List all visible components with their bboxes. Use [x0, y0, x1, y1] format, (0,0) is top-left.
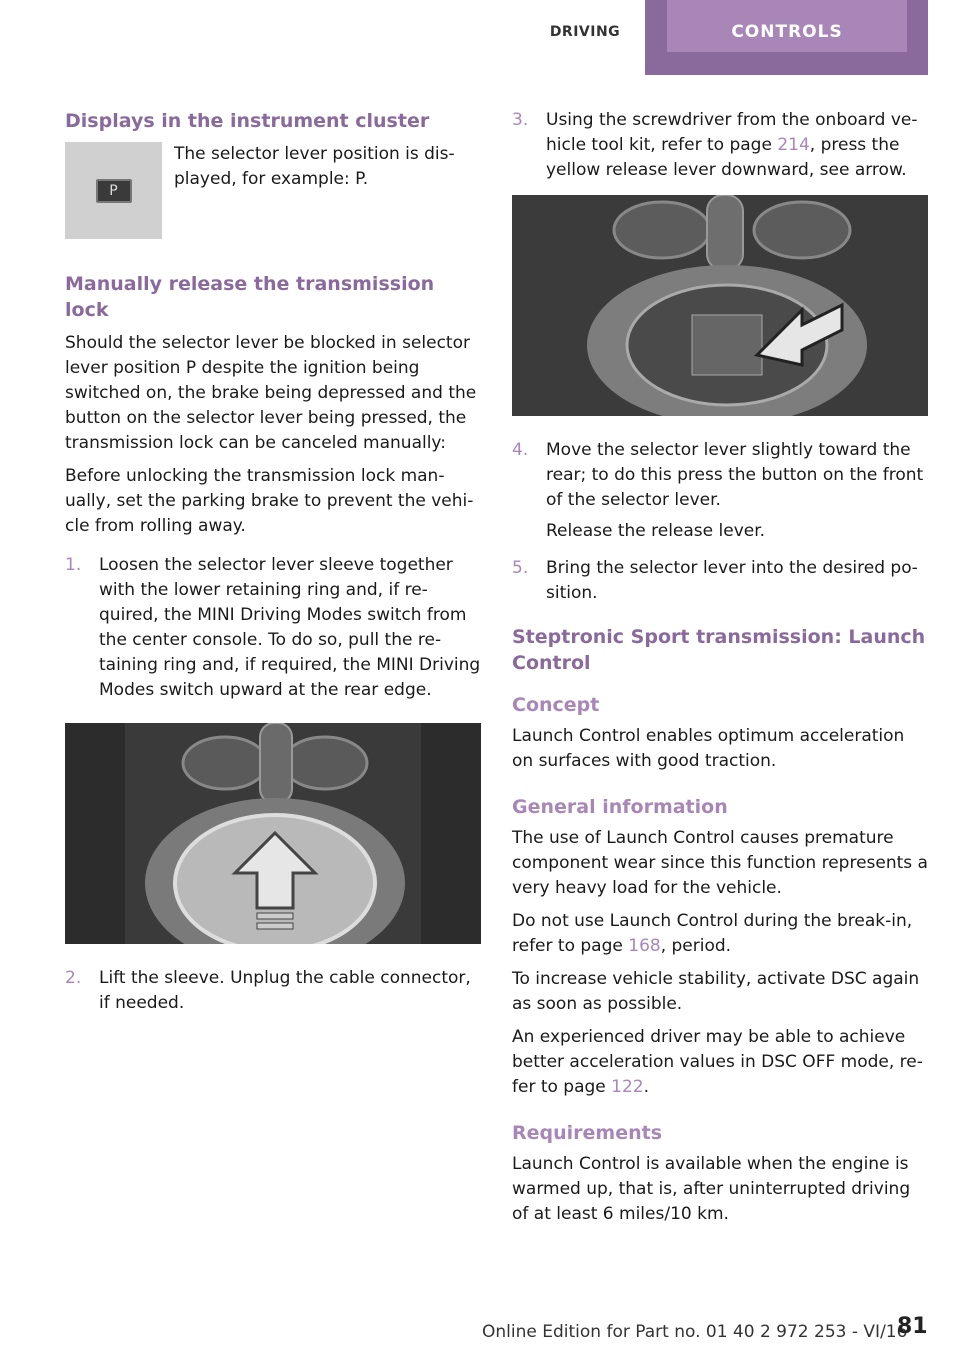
step-number: 4. — [512, 440, 529, 460]
sleeve-photo — [65, 723, 481, 944]
general-p1: The use of Launch Control causes premature component wear since this function represents a very heavy load for the vehicle. — [512, 828, 928, 898]
right-column — [512, 108, 928, 1247]
displays-block — [65, 142, 481, 239]
concept-heading: Concept — [512, 694, 600, 716]
step-text: Lift the sleeve. Unplug the cable connector, if needed. — [99, 968, 471, 1013]
footer-edition: Online Edition for Part no. 01 40 2 972 253 - VI/16 — [482, 1322, 908, 1342]
displays-heading: Displays in the instrument cluster — [65, 110, 430, 132]
release-heading: Manually release the transmission lock — [65, 273, 435, 321]
step3-text: Using the screwdriver from the onboard vehicle tool kit, refer to page — [546, 110, 918, 155]
displays-text: The selector lever position is displayed, for example: P. — [174, 144, 455, 189]
cluster-display-image — [65, 142, 162, 239]
header-section: DRIVING — [549, 24, 621, 40]
requirements-heading: Requirements — [512, 1122, 663, 1144]
general-p3: To increase vehicle stability, activate DSC again as soon as possible. — [512, 969, 920, 1014]
step3-text-end: , press the yellow release lever downward, see arrow. — [546, 135, 907, 180]
general-p4-text: An experienced driver may be able to achieve better acceleration values in DSC OFF mode, refer to page — [512, 1027, 923, 1097]
release-lever-photo — [512, 195, 928, 416]
step4-text: Move the selector lever slightly toward the rear; to do this press the button on the front of the selector lever. — [546, 440, 924, 510]
launch-heading: Steptronic Sport transmission: Launch Control — [512, 626, 926, 674]
step-item-3 — [512, 108, 928, 183]
general-section — [512, 794, 928, 1100]
step-text: Bring the selector lever into the desired position. — [546, 558, 918, 603]
general-p2-text: Do not use Launch Control during the break-in, refer to page — [512, 911, 913, 956]
left-column — [65, 108, 481, 1028]
general-p4 — [512, 1025, 928, 1100]
step-item-1 — [65, 553, 481, 703]
step4-sub: Release the release lever. — [546, 521, 766, 541]
step-body — [546, 438, 928, 550]
concept-text: Launch Control enables optimum acceleration on surfaces with good traction. — [512, 726, 905, 771]
step-number: 5. — [512, 558, 529, 578]
steps-list-right-2 — [512, 438, 928, 606]
general-p2 — [512, 909, 928, 959]
header-tab — [645, 0, 928, 75]
concept-section — [512, 692, 928, 774]
steps-list-left-2 — [65, 966, 481, 1016]
p-position-badge: P — [96, 179, 132, 203]
steps-list-left — [65, 553, 481, 703]
page-number: 81 — [897, 1314, 928, 1339]
release-p1: Should the selector lever be blocked in selector lever position P despite the ignition being switched on, the brake being depressed and the button on the selector lever being pressed, the transmission lock can be canceled manually: — [65, 333, 477, 453]
release-p2: Before unlocking the transmission lock manually, set the parking brake to prevent the vehicle from rolling away. — [65, 466, 474, 536]
page-link-214[interactable]: 214 — [777, 135, 810, 155]
step-item-4 — [512, 438, 928, 550]
steps-list-right — [512, 108, 928, 183]
step-item-5 — [512, 556, 928, 606]
header-tab-label: CONTROLS — [667, 0, 907, 52]
sleeve-illustration — [65, 723, 481, 944]
step-item-2 — [65, 966, 481, 1016]
step-number: 1. — [65, 555, 82, 575]
page-link-168[interactable]: 168 — [628, 936, 661, 956]
step-number: 2. — [65, 968, 82, 988]
step-text — [546, 108, 928, 183]
page-link-122[interactable]: 122 — [611, 1077, 644, 1097]
requirements-text: Launch Control is available when the engine is warmed up, that is, after uninterrupted driving of at least 6 miles/10 km. — [512, 1154, 911, 1224]
step-text: Loosen the selector lever sleeve together with the lower retaining ring and, if required, the MINI Driving Modes switch from the center console. To do so, pull the retaining ring and, if required, the MINI Driving Modes switch upward at the rear edge. — [99, 555, 481, 700]
general-p4-end: . — [643, 1077, 650, 1097]
step-number: 3. — [512, 110, 529, 130]
general-heading: General information — [512, 796, 728, 818]
requirements-section — [512, 1120, 928, 1227]
release-lever-illustration — [512, 195, 928, 416]
general-p2-end: , period. — [660, 936, 732, 956]
